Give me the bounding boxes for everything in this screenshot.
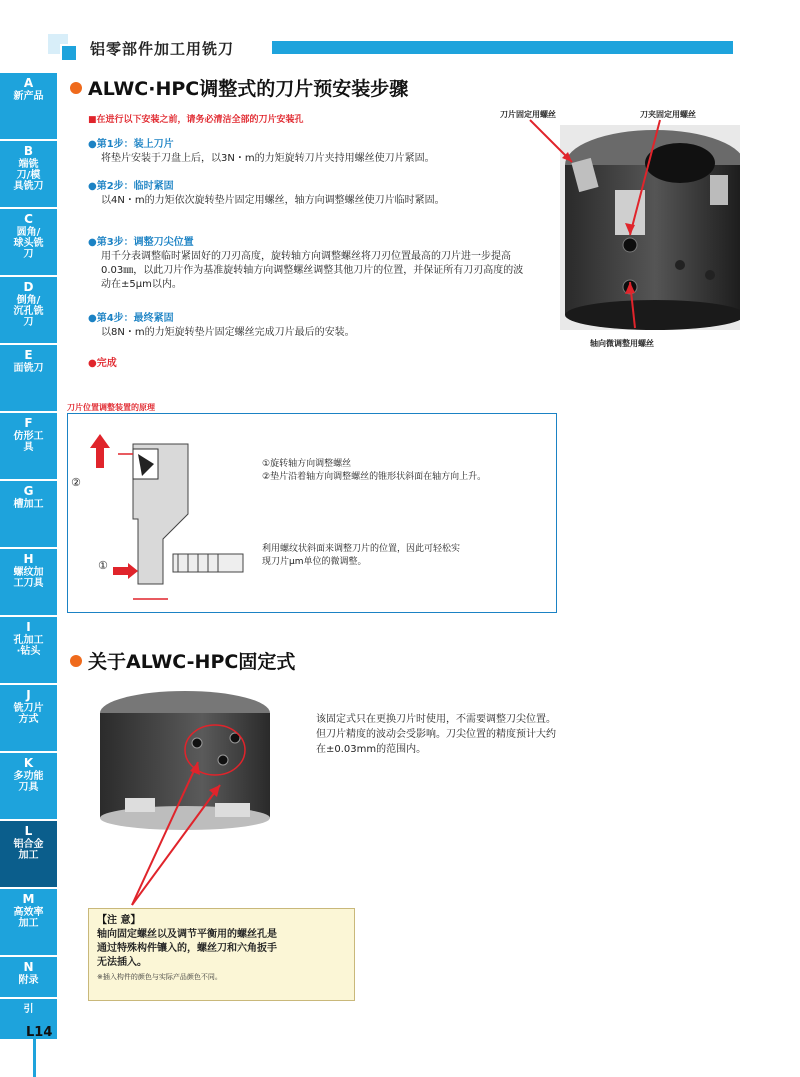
tab-label: 螺纹加工刀具: [13, 567, 44, 589]
header-bar: [272, 41, 733, 54]
tab-label: 槽加工: [13, 499, 44, 510]
orange-bullet-icon: [70, 655, 82, 667]
fixed-type-description: [316, 712, 616, 757]
tab-label: 多功能刀具: [13, 771, 44, 793]
tab-letter: M: [22, 892, 35, 906]
adjustment-mechanism-drawing: [78, 424, 258, 609]
photo-label-axial-screw: 轴向微调整用螺丝: [590, 339, 654, 348]
header-square-blue: [60, 44, 78, 62]
tab-letter: G: [23, 484, 34, 498]
note-small: ※插入构件的颜色与实际产品颜色不同。: [97, 973, 222, 981]
tab-letter: L: [24, 824, 33, 838]
diagram-caption: 刀片位置调整装置的原理: [67, 403, 155, 412]
sidebar-tab-j[interactable]: [0, 685, 57, 751]
tab-label: 附录: [18, 975, 39, 986]
tab-letter: C: [24, 212, 33, 226]
marker-1: ①: [98, 559, 108, 572]
page-header-title: 铝零部件加工用铣刀: [90, 40, 235, 58]
note-line3: 无法插入。: [97, 957, 147, 968]
diagram-note-2-line1: 利用螺纹状斜面来调整刀片的位置，因此可轻松实: [262, 544, 461, 554]
tab-label: 引: [23, 1004, 34, 1015]
note-callout-arrows: [120, 760, 230, 910]
section-heading-1: [70, 74, 408, 101]
section-title: ALWC·HPC调整式的刀片预安装步骤: [88, 78, 409, 100]
tab-label: 新产品: [13, 91, 44, 102]
step-body: 以4N・m的力矩依次旋转垫片固定用螺丝，轴方向调整螺丝使刀片临时紧固。: [101, 195, 445, 206]
page-number: L14: [26, 1025, 53, 1040]
sidebar-tab-g[interactable]: [0, 481, 57, 547]
tab-letter: K: [23, 756, 34, 770]
photo-callout-arrows: [520, 110, 720, 340]
sidebar-tab-a[interactable]: [0, 73, 57, 139]
sidebar-tab-n[interactable]: [0, 957, 57, 997]
warning-text: ■在进行以下安装之前，请务必清洁全部的刀片安装孔: [88, 115, 304, 125]
step-3: [88, 236, 528, 292]
diagram-note-2-line2: 现刀片μm单位的微调整。: [262, 557, 367, 567]
step-heading: ●第2步：临时紧固: [88, 181, 174, 192]
step-body: 将垫片安装于刀盘上后，以3N・m的力矩旋转刀片夹持用螺丝使刀片紧固。: [101, 153, 435, 164]
fixed-text-line3: 在±0.03mm的范围内。: [316, 744, 427, 755]
sidebar-tab-f[interactable]: [0, 413, 57, 479]
tab-letter: J: [26, 688, 31, 702]
step-1: [88, 138, 528, 166]
step-body: 用千分表调整临时紧固好的刀刃高度，旋转轴方向调整螺丝将刀刃位置最高的刀片进一步提高0.03㎜，以此刀片作为基准旋转轴方向调整螺丝调整其他刀片的位置，并保证所有刀刃高度的波动在±5μm以内。: [101, 251, 524, 290]
chapter-sidebar: [0, 73, 57, 1041]
diagram-note-1: [262, 458, 486, 484]
marker-2: ②: [71, 476, 81, 489]
diagram-note-1-line1: ①旋转轴方向调整螺丝: [262, 459, 352, 469]
section-heading-2: [70, 647, 295, 674]
tab-label: 面铣刀: [13, 363, 44, 374]
step-heading: ●第3步：调整刀尖位置: [88, 237, 194, 248]
sidebar-tab-d[interactable]: [0, 277, 57, 343]
page-edge-line: [33, 1010, 36, 1077]
tab-letter: A: [23, 76, 34, 90]
tab-letter: H: [23, 552, 34, 566]
tab-label: 仿形工具: [13, 431, 44, 453]
sidebar-tab-h[interactable]: [0, 549, 57, 615]
tab-label: 孔加工·钻头: [13, 635, 44, 657]
sidebar-tab-c[interactable]: [0, 209, 57, 275]
tab-letter: N: [23, 960, 34, 974]
step-heading: ●第4步：最终紧固: [88, 313, 174, 324]
sidebar-tab-l[interactable]: [0, 821, 57, 887]
step-4: [88, 312, 528, 340]
diagram-note-1-line2: ②垫片沿着轴方向调整螺丝的锥形状斜面在轴方向上升。: [262, 472, 487, 482]
tab-label: 高效率加工: [13, 907, 44, 929]
tab-letter: F: [24, 416, 33, 430]
sidebar-tab-m[interactable]: [0, 889, 57, 955]
diagram-note-2: [262, 543, 460, 569]
note-title: 【注 意】: [97, 915, 141, 926]
caution-note: [88, 908, 355, 1001]
step-2: [88, 180, 528, 208]
tab-label: 铣刀片方式: [13, 703, 44, 725]
tab-label: 倒角/沉孔铣刀: [13, 295, 44, 328]
tab-letter: D: [23, 280, 34, 294]
photo-label-insert-screw: 刀片固定用螺丝: [500, 110, 556, 119]
sidebar-tab-e[interactable]: [0, 345, 57, 411]
fixed-text-line1: 该固定式只在更换刀片时使用，不需要调整刀尖位置。: [316, 714, 556, 725]
tab-letter: E: [24, 348, 33, 362]
section-title: 关于ALWC-HPC固定式: [88, 651, 296, 673]
step-heading: ●第1步：装上刀片: [88, 139, 174, 150]
tab-label: 端铣刀/模具铣刀: [13, 159, 44, 192]
note-line2: 通过特殊构件镶入的，螺丝刀和六角扳手: [97, 943, 277, 954]
sidebar-tab-k[interactable]: [0, 753, 57, 819]
sidebar-tab-b[interactable]: [0, 141, 57, 207]
diagram-box: [67, 413, 557, 613]
note-line1: 轴向固定螺丝以及调节平衡用的螺丝孔是: [97, 929, 277, 940]
photo-label-shim-screw: 刀夹固定用螺丝: [640, 110, 696, 119]
orange-bullet-icon: [70, 82, 82, 94]
tab-label: 圆角/球头铣刀: [13, 227, 44, 260]
fixed-text-line2: 但刀片精度的波动会受影响。刀尖位置的精度预计大约: [316, 729, 556, 740]
tab-label: 铝合金加工: [13, 839, 44, 861]
tab-letter: B: [23, 144, 34, 158]
done-label: ●完成: [88, 358, 117, 369]
step-body: 以8N・m的力矩旋转垫片固定螺丝完成刀片最后的安装。: [101, 327, 355, 338]
sidebar-tab-i[interactable]: [0, 617, 57, 683]
tab-letter: I: [26, 620, 31, 634]
